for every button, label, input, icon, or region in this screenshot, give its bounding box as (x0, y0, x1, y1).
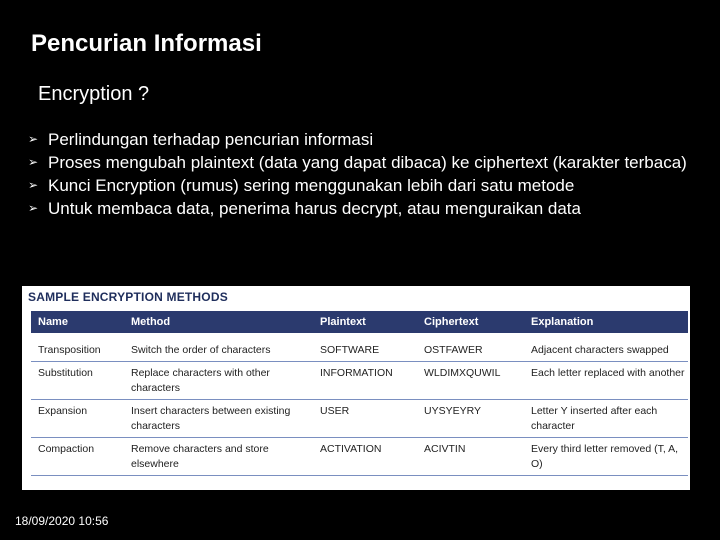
cell-name: Expansion (31, 400, 124, 438)
cell-name: Compaction (31, 438, 124, 476)
cell-ciphertext: WLDIMXQUWIL (417, 362, 524, 400)
cell-explanation: Adjacent characters swapped (524, 333, 688, 362)
cell-plaintext: SOFTWARE (313, 333, 417, 362)
bullet-text: Perlindungan terhadap pencurian informasi (48, 130, 374, 149)
slide-date: 18/09/2020 10:56 (15, 514, 109, 528)
bullet-item (28, 174, 708, 197)
column-header-method: Method (124, 311, 313, 333)
cell-explanation: Every third letter removed (T, A, O) (524, 438, 688, 476)
slide-subtitle: Encryption ? (38, 83, 150, 105)
bullet-text: Proses mengubah plaintext (data yang dapat dibaca) ke ciphertext (karakter terbaca) (48, 153, 687, 172)
cell-name: Transposition (31, 333, 124, 362)
cell-plaintext: INFORMATION (313, 362, 417, 400)
table-row (31, 362, 688, 400)
bullet-text: Kunci Encryption (rumus) sering menggunakan lebih dari satu metode (48, 176, 575, 195)
column-header-plaintext: Plaintext (313, 311, 417, 333)
cell-ciphertext: OSTFAWER (417, 333, 524, 362)
bullet-list (28, 128, 708, 220)
cell-plaintext: USER (313, 400, 417, 438)
cell-explanation: Letter Y inserted after each character (524, 400, 688, 438)
arrow-right-icon: ➢ (28, 132, 39, 146)
column-header-explanation: Explanation (524, 311, 688, 333)
encryption-methods-table (31, 311, 688, 476)
bullet-item (28, 128, 708, 151)
cell-method: Insert characters between existing characters (124, 400, 313, 438)
cell-name: Substitution (31, 362, 124, 400)
cell-ciphertext: UYSYEYRY (417, 400, 524, 438)
slide-title: Pencurian Informasi (31, 30, 262, 57)
cell-method: Replace characters with other characters (124, 362, 313, 400)
column-header-name: Name (31, 311, 124, 333)
cell-method: Switch the order of characters (124, 333, 313, 362)
cell-plaintext: ACTIVATION (313, 438, 417, 476)
arrow-right-icon: ➢ (28, 178, 39, 192)
arrow-right-icon: ➢ (28, 155, 39, 169)
bullet-item (28, 151, 708, 174)
table-header-row (31, 311, 688, 333)
cell-explanation: Each letter replaced with another (524, 362, 688, 400)
cell-method: Remove characters and store elsewhere (124, 438, 313, 476)
table-heading: SAMPLE ENCRYPTION METHODS (28, 290, 228, 304)
table-row (31, 400, 688, 438)
cell-ciphertext: ACIVTIN (417, 438, 524, 476)
table-row (31, 333, 688, 362)
arrow-right-icon: ➢ (28, 201, 39, 215)
bullet-text: Untuk membaca data, penerima harus decrypt, atau menguraikan data (48, 199, 581, 218)
encryption-table-image (22, 286, 690, 490)
column-header-ciphertext: Ciphertext (417, 311, 524, 333)
table-row (31, 438, 688, 476)
bullet-item (28, 197, 708, 220)
